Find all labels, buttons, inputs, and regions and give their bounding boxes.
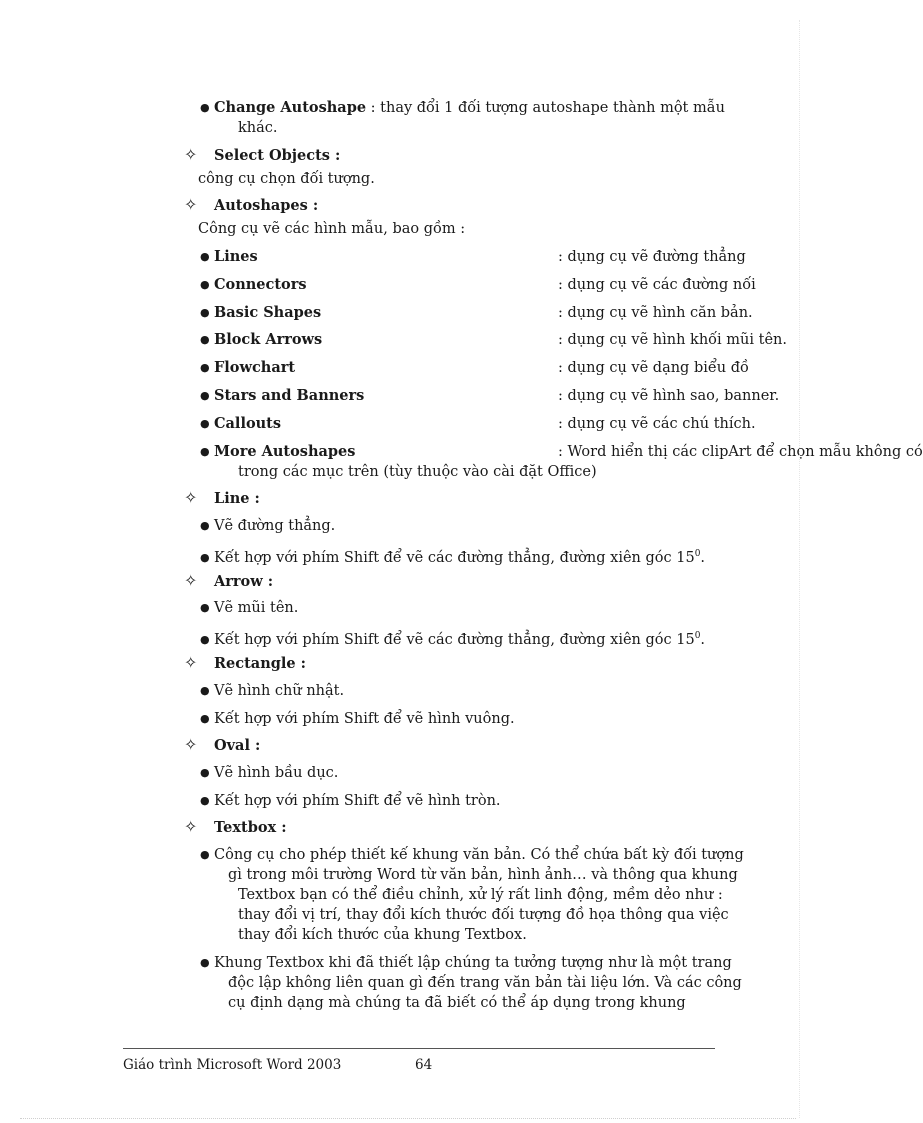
oval-bullet-2 <box>200 791 501 811</box>
diamond-bullet-icon: ✧ <box>184 195 198 214</box>
textbox-para2-line: cụ định dạng mà chúng ta đã biết có thể áp dụng trong khung <box>228 995 686 1011</box>
arrow-bullet-2 <box>200 626 705 650</box>
footer-book-title: Giáo trình Microsoft Word 2003 <box>123 1057 342 1073</box>
bullet-icon: ● <box>200 848 210 861</box>
bullet-icon: ● <box>200 278 210 291</box>
textbox-title: Textbox : <box>214 819 287 836</box>
more-autoshapes-desc-cont: trong các mục trên (tùy thuộc vào cài đặt Office) <box>238 464 597 480</box>
degree-superscript: 0 <box>694 631 701 641</box>
page-edge-right <box>799 20 800 1118</box>
bullet-icon: ● <box>200 519 210 532</box>
bullet-icon: ● <box>200 633 210 646</box>
autoshape-item <box>200 275 760 295</box>
rectangle-title: Rectangle : <box>214 655 307 672</box>
arrow-bullet-1 <box>200 598 298 618</box>
bullet-icon: ● <box>200 361 210 374</box>
autoshape-item-name: Flowchart <box>214 359 296 376</box>
more-autoshapes-item <box>200 442 923 462</box>
bullet-icon: ● <box>200 389 210 402</box>
diamond-bullet-icon: ✧ <box>184 571 198 590</box>
autoshape-item-name: Stars and Banners <box>214 387 365 404</box>
line-title: Line : <box>214 490 260 507</box>
autoshape-item-desc: : dụng cụ vẽ hình căn bản. <box>558 305 753 321</box>
more-autoshapes-name: More Autoshapes <box>214 443 356 460</box>
arrow-title: Arrow : <box>214 573 274 590</box>
bullet-icon: ● <box>200 306 210 319</box>
autoshape-item-name: Block Arrows <box>214 331 323 348</box>
autoshape-item-name: Basic Shapes <box>214 304 322 321</box>
bullet-icon: ● <box>200 794 210 807</box>
bullet-text: Vẽ mũi tên. <box>214 600 299 616</box>
textbox-para1-line: thay đổi vị trí, thay đổi kích thước đối tượng đồ họa thông qua việc <box>238 907 729 923</box>
oval-bullet-1 <box>200 763 338 783</box>
bullet-text: Kết hợp với phím Shift để vẽ các đường thẳng, đường xiên góc 15 <box>214 632 695 648</box>
autoshape-item-desc: : dụng cụ vẽ dạng biểu đồ <box>558 360 749 376</box>
paragraph-text: Khung Textbox khi đã thiết lập chúng ta tưởng tượng như là một trang <box>214 955 732 971</box>
rectangle-bullet-1 <box>200 681 344 701</box>
degree-superscript: 0 <box>694 549 701 559</box>
select-objects-heading <box>184 145 340 166</box>
autoshape-item-name: Lines <box>214 248 258 265</box>
textbox-para1-line: thay đổi kích thước của khung Textbox. <box>238 927 527 943</box>
autoshape-item <box>200 358 760 378</box>
autoshape-item-desc: : dụng cụ vẽ các đường nối <box>558 277 756 293</box>
change-autoshape-title: Change Autoshape <box>214 99 367 116</box>
footer-page-number: 64 <box>415 1057 433 1073</box>
autoshape-item <box>200 330 787 350</box>
autoshape-item-name: Callouts <box>214 415 282 432</box>
rectangle-bullet-2 <box>200 709 515 729</box>
change-autoshape-item <box>200 98 725 118</box>
bullet-text: Vẽ hình chữ nhật. <box>214 683 345 699</box>
autoshape-item-desc: : dụng cụ vẽ đường thẳng <box>558 249 746 265</box>
diamond-bullet-icon: ✧ <box>184 145 198 164</box>
diamond-bullet-icon: ✧ <box>184 653 198 672</box>
change-autoshape-desc-cont: khác. <box>238 120 278 136</box>
autoshapes-heading <box>184 195 318 216</box>
autoshape-item <box>200 247 760 267</box>
autoshapes-desc: Công cụ vẽ các hình mẫu, bao gồm : <box>198 221 466 237</box>
autoshape-item-desc: : dụng cụ vẽ các chú thích. <box>558 416 756 432</box>
autoshape-item <box>200 414 760 434</box>
line-heading <box>184 488 260 509</box>
line-bullet-1 <box>200 516 335 536</box>
autoshape-item <box>200 303 760 323</box>
bullet-icon: ● <box>200 445 210 458</box>
bullet-icon: ● <box>200 766 210 779</box>
bullet-icon: ● <box>200 956 210 969</box>
bullet-text: Vẽ hình bầu dục. <box>214 765 339 781</box>
bullet-icon: ● <box>200 601 210 614</box>
textbox-para1-line: gì trong môi trường Word từ văn bản, hình ảnh… và thông qua khung <box>228 867 738 883</box>
bullet-text: Vẽ đường thẳng. <box>214 518 336 534</box>
textbox-para1-line <box>200 845 744 865</box>
page-edge-bottom <box>20 1118 796 1119</box>
bullet-icon: ● <box>200 417 210 430</box>
bullet-icon: ● <box>200 250 210 263</box>
more-autoshapes-desc: : Word hiển thị các clipArt để chọn mẫu không có <box>558 444 923 460</box>
autoshape-item <box>200 386 780 406</box>
oval-heading <box>184 735 260 756</box>
bullet-text: Kết hợp với phím Shift để vẽ hình tròn. <box>214 793 501 809</box>
diamond-bullet-icon: ✧ <box>184 817 198 836</box>
autoshape-item-desc: : dụng cụ vẽ hình sao, banner. <box>558 388 780 404</box>
bullet-text-end: . <box>700 550 706 566</box>
bullet-icon: ● <box>200 684 210 697</box>
rectangle-heading <box>184 653 306 674</box>
line-bullet-2 <box>200 544 705 568</box>
textbox-heading <box>184 817 287 838</box>
bullet-icon: ● <box>200 712 210 725</box>
bullet-text: Kết hợp với phím Shift để vẽ các đường thẳng, đường xiên góc 15 <box>214 550 695 566</box>
change-autoshape-desc: : thay đổi 1 đối tượng autoshape thành một mẫu <box>366 100 725 116</box>
diamond-bullet-icon: ✧ <box>184 488 198 507</box>
autoshape-item-name: Connectors <box>214 276 307 293</box>
select-objects-desc: công cụ chọn đối tượng. <box>198 171 375 187</box>
oval-title: Oval : <box>214 737 261 754</box>
autoshape-item-desc: : dụng cụ vẽ hình khối mũi tên. <box>558 332 787 348</box>
textbox-para2-line <box>200 953 732 973</box>
textbox-para2-line: độc lập không liên quan gì đến trang văn bản tài liệu lớn. Và các công <box>228 975 742 991</box>
bullet-text-end: . <box>700 632 706 648</box>
bullet-icon: ● <box>200 101 210 114</box>
bullet-text: Kết hợp với phím Shift để vẽ hình vuông. <box>214 711 515 727</box>
select-objects-title: Select Objects : <box>214 147 341 164</box>
bullet-icon: ● <box>200 333 210 346</box>
textbox-para1-line: Textbox bạn có thể điều chỉnh, xử lý rất linh động, mềm dẻo như : <box>238 887 723 903</box>
arrow-heading <box>184 571 273 592</box>
bullet-icon: ● <box>200 551 210 564</box>
autoshapes-title: Autoshapes : <box>214 197 319 214</box>
diamond-bullet-icon: ✧ <box>184 735 198 754</box>
paragraph-text: Công cụ cho phép thiết kế khung văn bản. Có thể chứa bất kỳ đối tượng <box>214 847 744 863</box>
footer-divider <box>123 1048 715 1049</box>
